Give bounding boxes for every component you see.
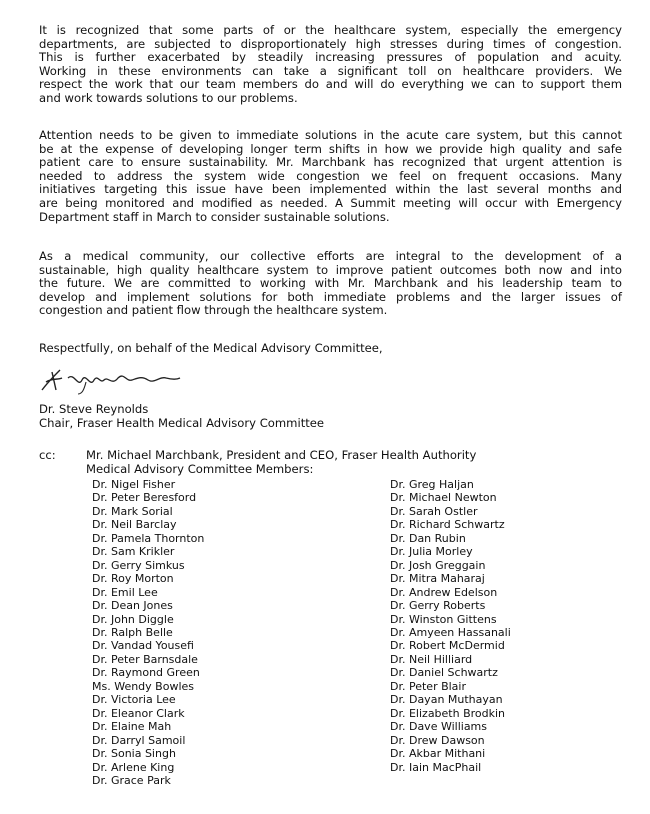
committee-member: Dr. Darryl Samoil — [92, 733, 186, 747]
paragraph-line: Department staff in March to consider sustainable solutions. — [39, 209, 390, 224]
committee-member: Dr. Dean Jones — [92, 599, 173, 613]
cc-recipient: Mr. Michael Marchbank, President and CEO, Fraser Health Authority — [86, 448, 477, 462]
paragraph-line: Attention needs to be given to immediate solutions in the acute care system, but this cannot — [39, 128, 622, 142]
paragraph-line: patient care to ensure sustainability. Mr. Marchbank has recognized that urgent attention is — [39, 155, 622, 170]
paragraph-line: be at the expense of developing longer term shifts in how we provide high quality and safe — [39, 141, 622, 156]
paragraph-line: Working in these environments can take a significant toll on healthcare providers. We — [39, 63, 622, 78]
committee-member: Ms. Wendy Bowles — [92, 679, 195, 693]
committee-member: Dr. Elaine Mah — [92, 720, 172, 734]
committee-member: Dr. Eleanor Clark — [92, 706, 185, 720]
committee-member: Dr. Robert McDermid — [390, 639, 505, 653]
committee-member: Dr. John Diggle — [92, 612, 174, 626]
committee-member: Dr. Iain MacPhail — [390, 760, 482, 774]
committee-member: Dr. Gerry Roberts — [390, 599, 486, 613]
paragraph-line: and work towards solutions to our problems. — [39, 90, 298, 105]
committee-member: Dr. Sarah Ostler — [390, 504, 478, 518]
paragraph-line: respect the work that our team members do and will do everything we can to support them — [39, 77, 622, 92]
committee-member: Dr. Ralph Belle — [92, 625, 173, 639]
paragraph-line: develop and implement solutions for both immediate problems and the larger issues of — [39, 289, 622, 304]
paragraph-1 — [39, 24, 622, 106]
paragraph-line: As a medical community, our collective efforts are integral to the development of a — [39, 249, 622, 263]
paragraph-line: sustainable, high quality healthcare system to improve patient outcomes both now and into — [39, 262, 622, 277]
committee-member: Dr. Grace Park — [92, 773, 171, 787]
paragraph-line: are being monitored and modified as needed. A Summit meeting will occur with Emergency — [39, 195, 622, 210]
committee-member: Dr. Amyeen Hassanali — [390, 625, 511, 639]
committee-member: Dr. Michael Newton — [390, 491, 497, 505]
paragraph-line: initiatives targeting this issue have been implemented within the last several months and — [39, 182, 622, 197]
committee-member: Dr. Drew Dawson — [390, 733, 485, 747]
paragraph-line: needed to address the system wide congestion we feel on frequent occasions. Many — [39, 168, 622, 183]
committee-member: Dr. Andrew Edelson — [390, 585, 498, 599]
committee-member: Dr. Dan Rubin — [390, 531, 466, 545]
committee-member: Dr. Neil Hilliard — [390, 652, 473, 666]
committee-member: Dr. Daniel Schwartz — [390, 666, 498, 680]
committee-member: Dr. Gerry Simkus — [92, 558, 185, 572]
committee-member: Dr. Emil Lee — [92, 585, 158, 599]
members-heading: Medical Advisory Committee Members: — [86, 462, 314, 476]
committee-member: Dr. Peter Blair — [390, 679, 467, 693]
paragraph-line: This is further exacerbated by steadily increasing pressures of population and acuity. — [39, 50, 622, 65]
committee-member: Dr. Mark Sorial — [92, 504, 173, 518]
committee-member: Dr. Victoria Lee — [92, 693, 176, 707]
committee-member: Dr. Mitra Maharaj — [390, 572, 485, 586]
signature-image — [38, 366, 188, 396]
members-list-left — [92, 478, 204, 787]
committee-member: Dr. Peter Beresford — [92, 491, 197, 505]
paragraph-line: It is recognized that some parts of or the healthcare system, especially the emergency — [39, 23, 622, 37]
paragraph-2 — [39, 129, 622, 224]
paragraph-line: departments, are subjected to disproportionately high stresses during times of congestion. — [39, 36, 622, 51]
committee-member: Dr. Elizabeth Brodkin — [390, 706, 506, 720]
signatory-name: Dr. Steve Reynolds — [39, 402, 149, 416]
cc-label: cc: — [39, 448, 56, 462]
paragraph-3 — [39, 250, 622, 318]
committee-member: Dr. Dave Williams — [390, 720, 488, 734]
committee-member: Dr. Raymond Green — [92, 666, 200, 680]
committee-member: Dr. Sonia Singh — [92, 747, 176, 761]
members-list-right — [390, 478, 511, 774]
committee-member: Dr. Dayan Muthayan — [390, 693, 503, 707]
committee-member: Dr. Vandad Yousefi — [92, 639, 194, 653]
committee-member: Dr. Greg Haljan — [390, 478, 474, 491]
paragraph-line: congestion and patient flow through the healthcare system. — [39, 303, 388, 318]
committee-member: Dr. Pamela Thornton — [92, 531, 205, 545]
committee-member: Dr. Julia Morley — [390, 545, 473, 559]
signatory-title: Chair, Fraser Health Medical Advisory Committee — [39, 416, 325, 430]
committee-member: Dr. Sam Krikler — [92, 545, 175, 559]
committee-member: Dr. Arlene King — [92, 760, 175, 774]
paragraph-line: the future. We are committed to working with Mr. Marchbank and his leadership team to — [39, 276, 622, 291]
committee-member: Dr. Peter Barnsdale — [92, 652, 198, 666]
committee-member: Dr. Roy Morton — [92, 572, 174, 586]
committee-member: Dr. Josh Greggain — [390, 558, 486, 572]
committee-member: Dr. Nigel Fisher — [92, 478, 176, 491]
committee-member: Dr. Richard Schwartz — [390, 518, 505, 532]
closing-line: Respectfully, on behalf of the Medical Advisory Committee, — [39, 341, 383, 355]
committee-member: Dr. Neil Barclay — [92, 518, 177, 532]
committee-member: Dr. Winston Gittens — [390, 612, 497, 626]
committee-member: Dr. Akbar Mithani — [390, 747, 486, 761]
